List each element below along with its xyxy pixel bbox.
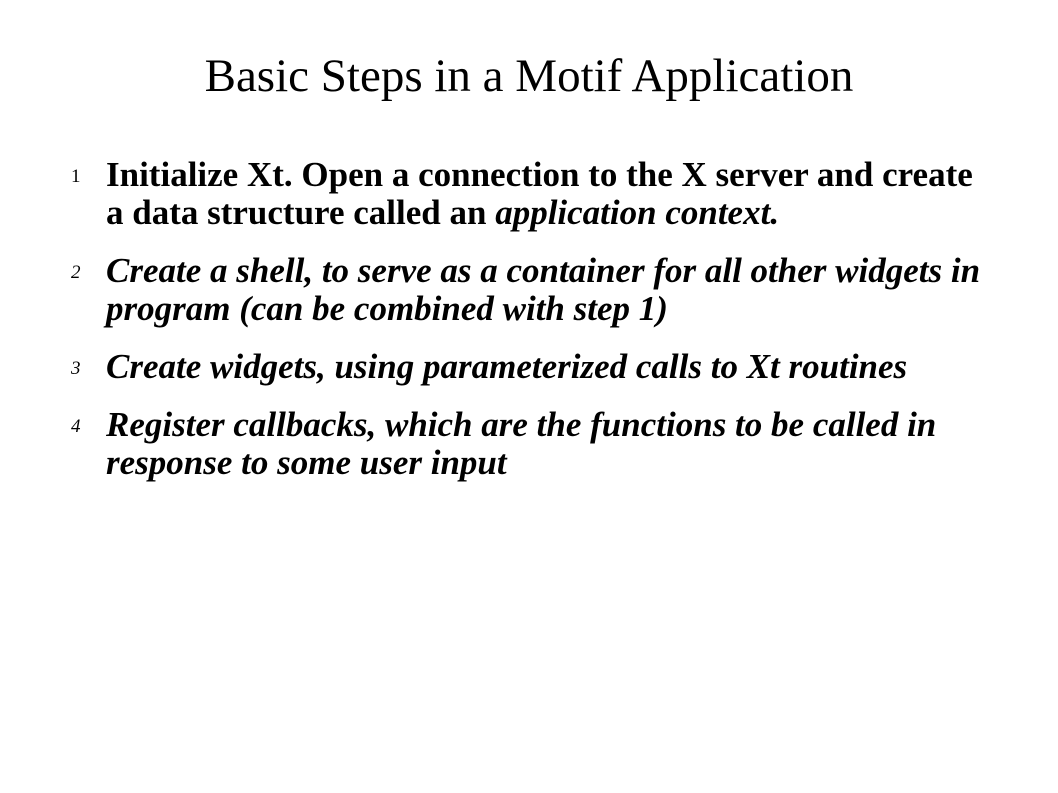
step-item-4 [66, 406, 986, 482]
step-item-1 [66, 156, 986, 232]
step-number: 4 [71, 416, 81, 437]
step-item-2 [66, 252, 986, 328]
step-number: 1 [71, 166, 81, 187]
step-text: Initialize Xt. Open a connection to the X server and create a data structure called an [106, 155, 973, 232]
step-text-emphasis: application context. [495, 193, 780, 232]
step-text: Register callbacks, which are the functions to be called in response to some user input [106, 405, 937, 482]
steps-list [66, 156, 986, 482]
step-number: 2 [71, 262, 81, 283]
step-text: Create widgets, using parameterized calls to Xt routines [106, 347, 908, 386]
step-number: 3 [71, 358, 81, 379]
step-item-3 [66, 348, 986, 386]
slide-title: Basic Steps in a Motif Application [204, 50, 854, 102]
step-text: Create a shell, to serve as a container for all other widgets in program (can be combined with step 1) [106, 251, 981, 328]
